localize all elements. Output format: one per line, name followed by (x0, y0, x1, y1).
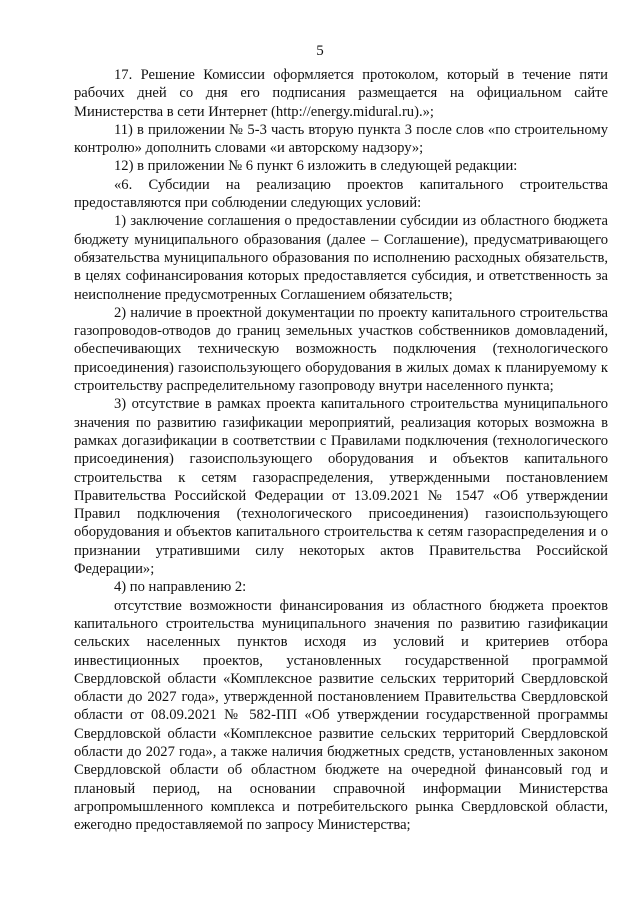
paragraph-item-12: 12) в приложении № 6 пункт 6 изложить в следующей редакции: (114, 158, 518, 175)
page-number: 5 (316, 43, 324, 59)
paragraph-item-11: 11) в приложении № 5-3 часть вторую пункта 3 после слов «по строительному контролю» дополнить словами «и авторскому надзору»; (74, 121, 608, 157)
paragraph-17-commission-decision: 17. Решение Комиссии оформляется протоколом, который в течение пяти рабочих дней со дня его подписания размещается на официальном сайте Министерства в сети Интернет (http://energy.midural.ru).»; (74, 67, 608, 120)
paragraph-condition-4-text: отсутствие возможности финансирования из областного бюджета проектов капитального строительства муниципального значения по развитию газификации сельских населенных пунктов исходя из условий и критериев отбора инвестиционных проектов, установленных государственной программой Свердловской области «Комплексное развитие сельских территорий Свердловской области до 2027 года», утвержденной постановлением Правительства Свердловской области от 08.09.2021 № 582-ПП «Об утверждении государственной программы Свердловской области «Комплексное развитие сельских территорий Свердловской области до 2027 года», а также наличия бюджетных средств, установленных законом Свердловской области об областном бюджете на очередной финансовый год и плановый период, на основании справочной информации Министерства агропромышленного комплекса и потребительского рынка Свердловской области, ежегодно предоставляемой по запросу Министерства; (74, 597, 608, 834)
paragraph-condition-4-heading: 4) по направлению 2: (114, 579, 247, 596)
document-body (74, 66, 608, 834)
paragraph-condition-1: 1) заключение соглашения о предоставлении субсидии из областного бюджета бюджету муниципального образования (далее – Соглашение), предусматривающего обязательства муниципального образования по исполнению расходных обязательств, в целях софинансирования которых предоставляется субсидия, и ответственность за неисполнение предусмотренных Соглашением обязательств; (74, 213, 608, 303)
paragraph-condition-3: 3) отсутствие в рамках проекта капитального строительства муниципального значения по развитию газификации мероприятий, реализация которых возможна в рамках догазификации в соответствии с Правилами подключения (технологического присоединения) газоиспользующего оборудования и объектов капитального строительства к сетям газораспределения, утвержденными постановлением Правительства Российской Федерации от 13.09.2021 № 1547 «Об утверждении Правил подключения (технологического присоединения) газоиспользующего оборудования и объектов капитального строительства к сетям газораспределения и о признании утратившими силу некоторых актов Правительства Российской Федерации»; (74, 396, 608, 578)
paragraph-subsidy-conditions: «6. Субсидии на реализацию проектов капитального строительства предоставляются при соблюдении следующих условий: (74, 176, 608, 212)
paragraph-condition-2: 2) наличие в проектной документации по проекту капитального строительства газопроводов-отводов до границ земельных участков собственников домовладений, обеспечивающих техническую возможность подключения (технологического присоединения) газоиспользующего оборудования в жилых домах к планируемому к строительству распределительному газопроводу внутри населенного пункта; (74, 304, 608, 395)
